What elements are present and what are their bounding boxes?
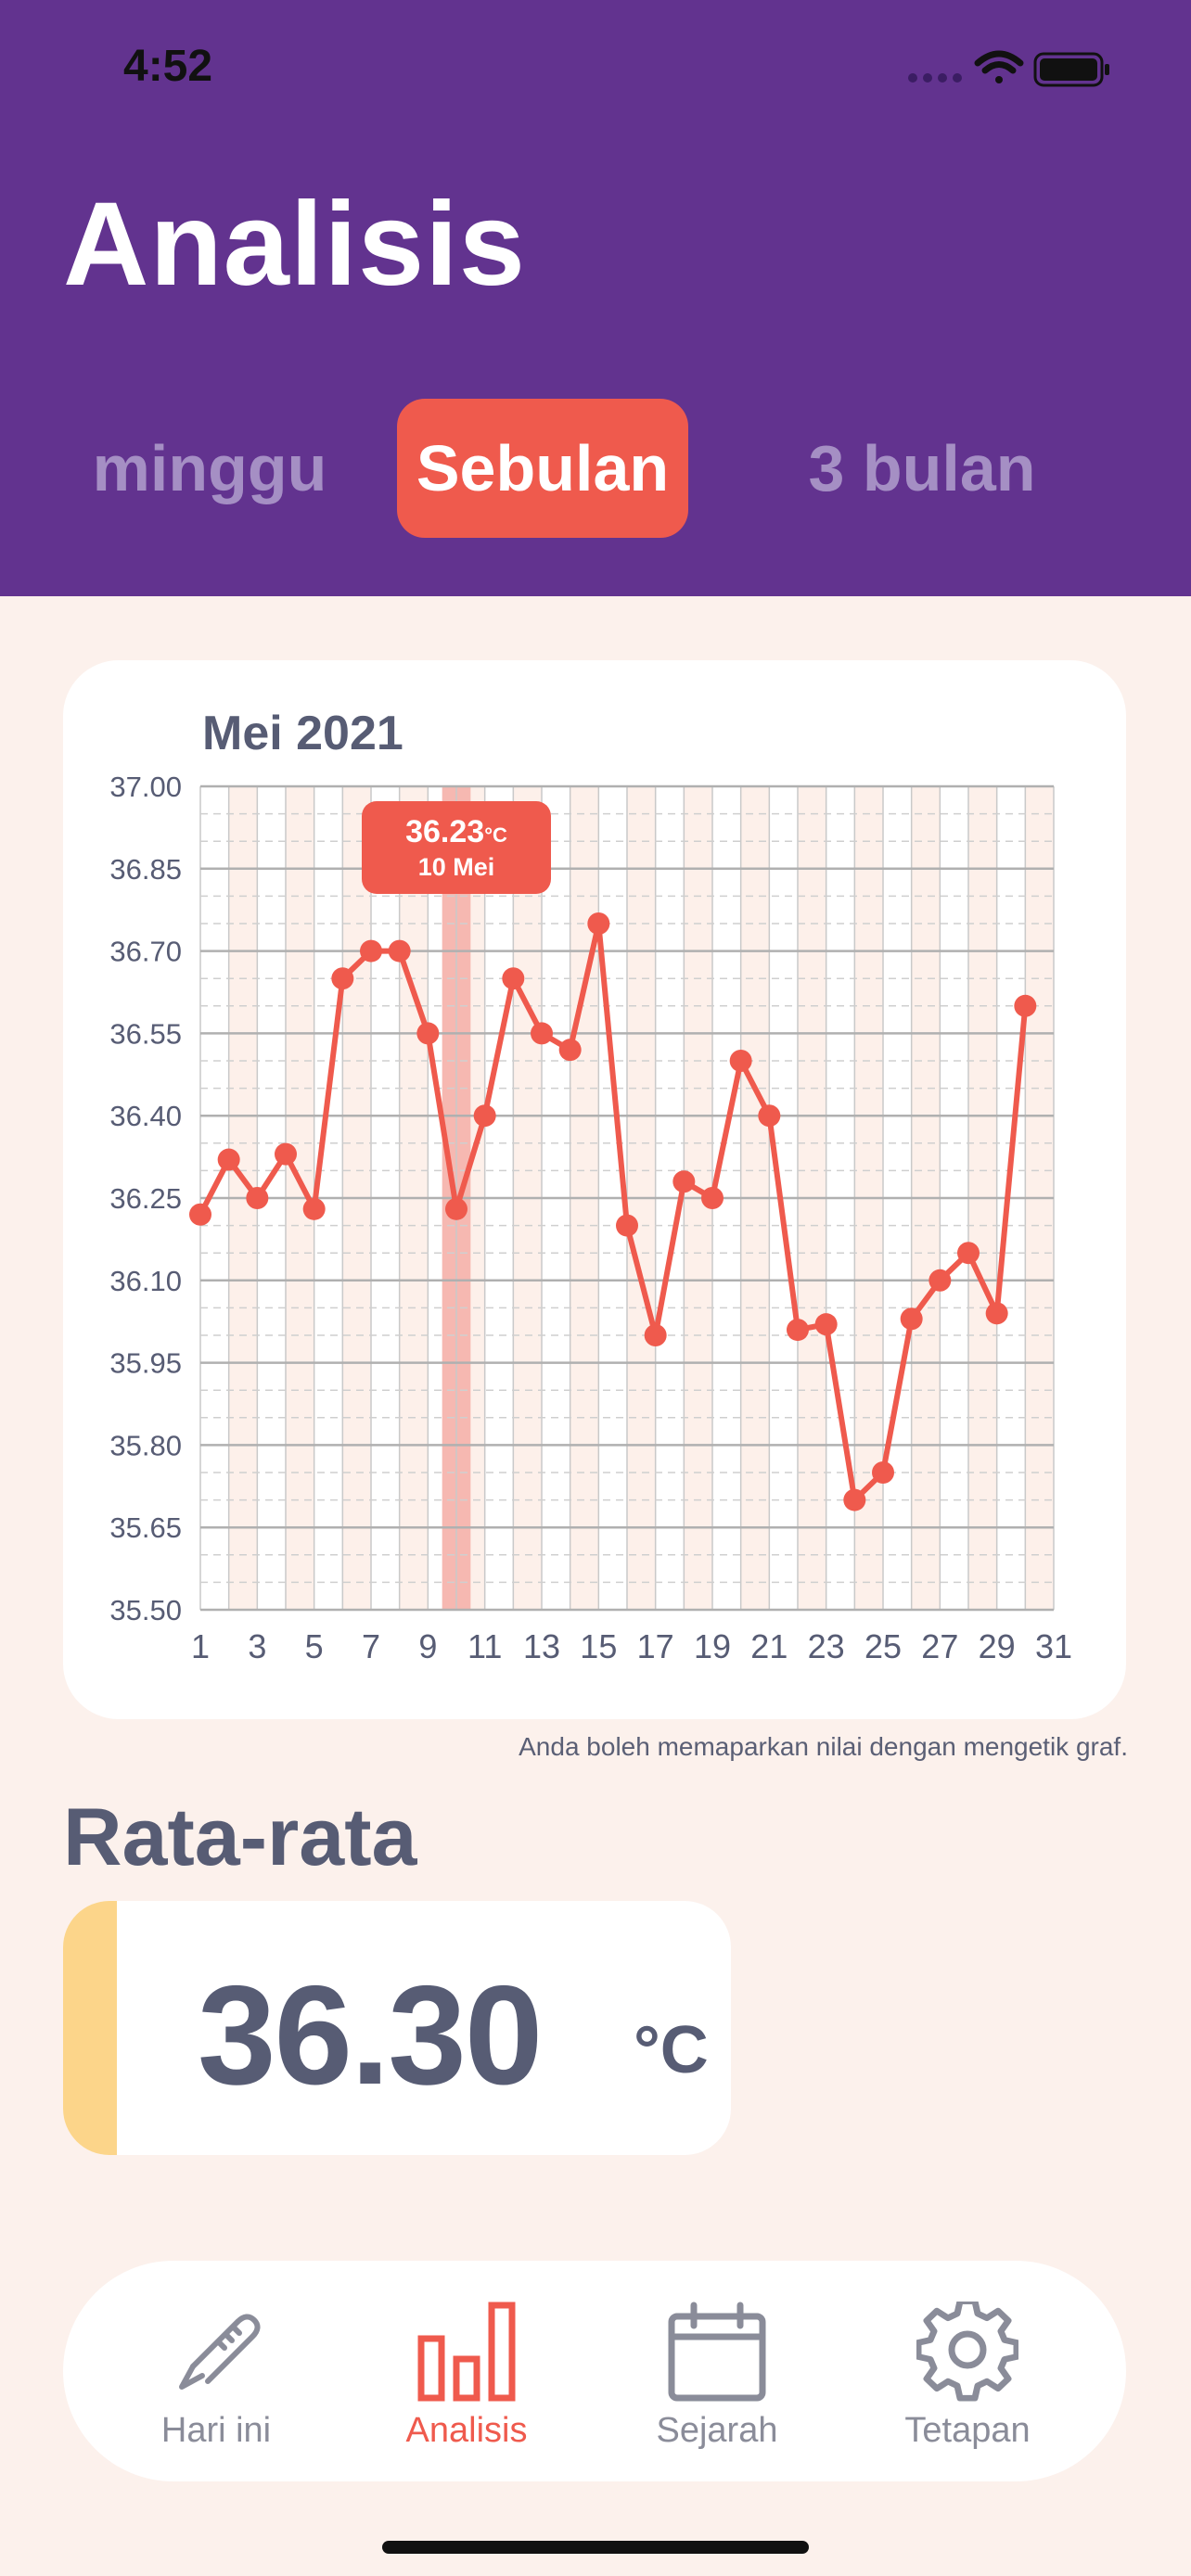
y-tick-label: 36.70 [109,935,182,968]
nav-hari-ini[interactable] [109,2261,323,2481]
data-point [730,1050,752,1072]
data-point [758,1104,780,1127]
data-point [957,1242,980,1264]
battery-icon [1035,54,1109,85]
status-icons [903,45,1117,96]
x-tick-label: 21 [750,1627,788,1665]
tab-sebulan[interactable]: Sebulan [397,399,688,538]
x-tick-label: 7 [361,1627,381,1665]
nav-label: Sejarah [656,2411,778,2450]
x-tick-label: 19 [693,1627,732,1665]
data-point [616,1215,638,1237]
data-point [787,1319,809,1341]
x-tick-label: 3 [248,1627,267,1665]
chart-hint: Anda boleh memaparkan nilai dengan mengetik graf. [519,1732,1128,1761]
data-point [672,1170,695,1192]
data-point [701,1187,724,1209]
data-point [843,1489,865,1511]
bottom-nav [63,2261,1126,2481]
x-tick-label: 25 [864,1627,903,1665]
tab-3-bulan[interactable]: 3 bulan [808,432,1036,504]
data-point [303,1198,326,1220]
data-point [474,1104,496,1127]
chart-tooltip [362,801,551,894]
average-accent-stripe [63,1901,117,2155]
average-title: Rata-rata [63,1791,417,1882]
x-tick-label: 23 [807,1627,845,1665]
x-tick-label: 27 [921,1627,959,1665]
x-tick-label: 1 [190,1627,211,1665]
data-point [502,967,524,989]
home-indicator [382,2541,809,2554]
signal-icon [908,73,962,83]
tooltip-date: 10 Mei [417,853,495,881]
nav-label: Tetapan [904,2411,1031,2450]
data-point [218,1149,240,1171]
data-point [587,912,609,935]
x-tick-label: 13 [522,1627,561,1665]
x-tick-label: 31 [1034,1627,1073,1665]
chart-card[interactable] [63,660,1126,1719]
x-tick-label: 17 [636,1627,674,1665]
chart-title: Mei 2021 [202,707,403,760]
y-tick-label: 36.85 [109,852,182,886]
x-tick-label: 15 [580,1627,618,1665]
status-time: 4:52 [123,42,213,91]
thermometer-icon [165,2302,267,2404]
data-point [872,1461,894,1484]
x-tick-label: 29 [978,1627,1016,1665]
data-point [815,1313,838,1335]
wifi-icon [978,54,1020,83]
x-tick-label: 5 [304,1627,324,1665]
header [0,0,1191,596]
tooltip-value: 36.23°C [405,814,507,849]
data-point [275,1143,297,1166]
y-tick-label: 36.40 [109,1100,182,1133]
gear-icon [916,2302,1018,2404]
data-point [189,1204,211,1226]
data-point [331,967,353,989]
x-tick-label: 9 [418,1627,438,1665]
nav-sejarah[interactable] [610,2261,824,2481]
y-tick-label: 37.00 [109,771,182,803]
y-tick-label: 35.95 [109,1346,182,1380]
data-point [445,1198,467,1220]
y-tick-label: 36.10 [109,1264,182,1297]
bar-chart-icon [416,2302,518,2404]
y-tick-label: 36.55 [109,1017,182,1051]
y-tick-label: 36.25 [109,1182,182,1215]
x-tick-label: 11 [467,1627,503,1665]
data-point [928,1269,951,1292]
data-point [901,1307,923,1330]
data-point [246,1187,268,1209]
data-point [1014,995,1036,1017]
page-title: Analisis [63,178,526,311]
nav-label: Hari ini [160,2411,272,2450]
data-point [559,1039,582,1061]
data-point [531,1022,553,1044]
nav-label: Analisis [405,2411,528,2450]
data-point [416,1022,439,1044]
calendar-icon [666,2302,768,2404]
average-value: 36.30 [198,1957,542,2114]
average-card [63,1901,731,2155]
data-point [389,940,411,963]
tab-minggu[interactable]: minggu [92,432,327,504]
temperature-chart[interactable] [63,660,1126,1719]
nav-analisis[interactable] [360,2261,573,2481]
y-tick-label: 35.50 [109,1594,182,1626]
data-point [645,1324,667,1346]
average-unit: °C [634,2013,709,2087]
y-tick-label: 35.65 [109,1511,182,1545]
nav-tetapan[interactable] [861,2261,1074,2481]
y-tick-label: 35.80 [109,1429,182,1462]
data-point [986,1302,1008,1324]
data-point [360,940,382,963]
